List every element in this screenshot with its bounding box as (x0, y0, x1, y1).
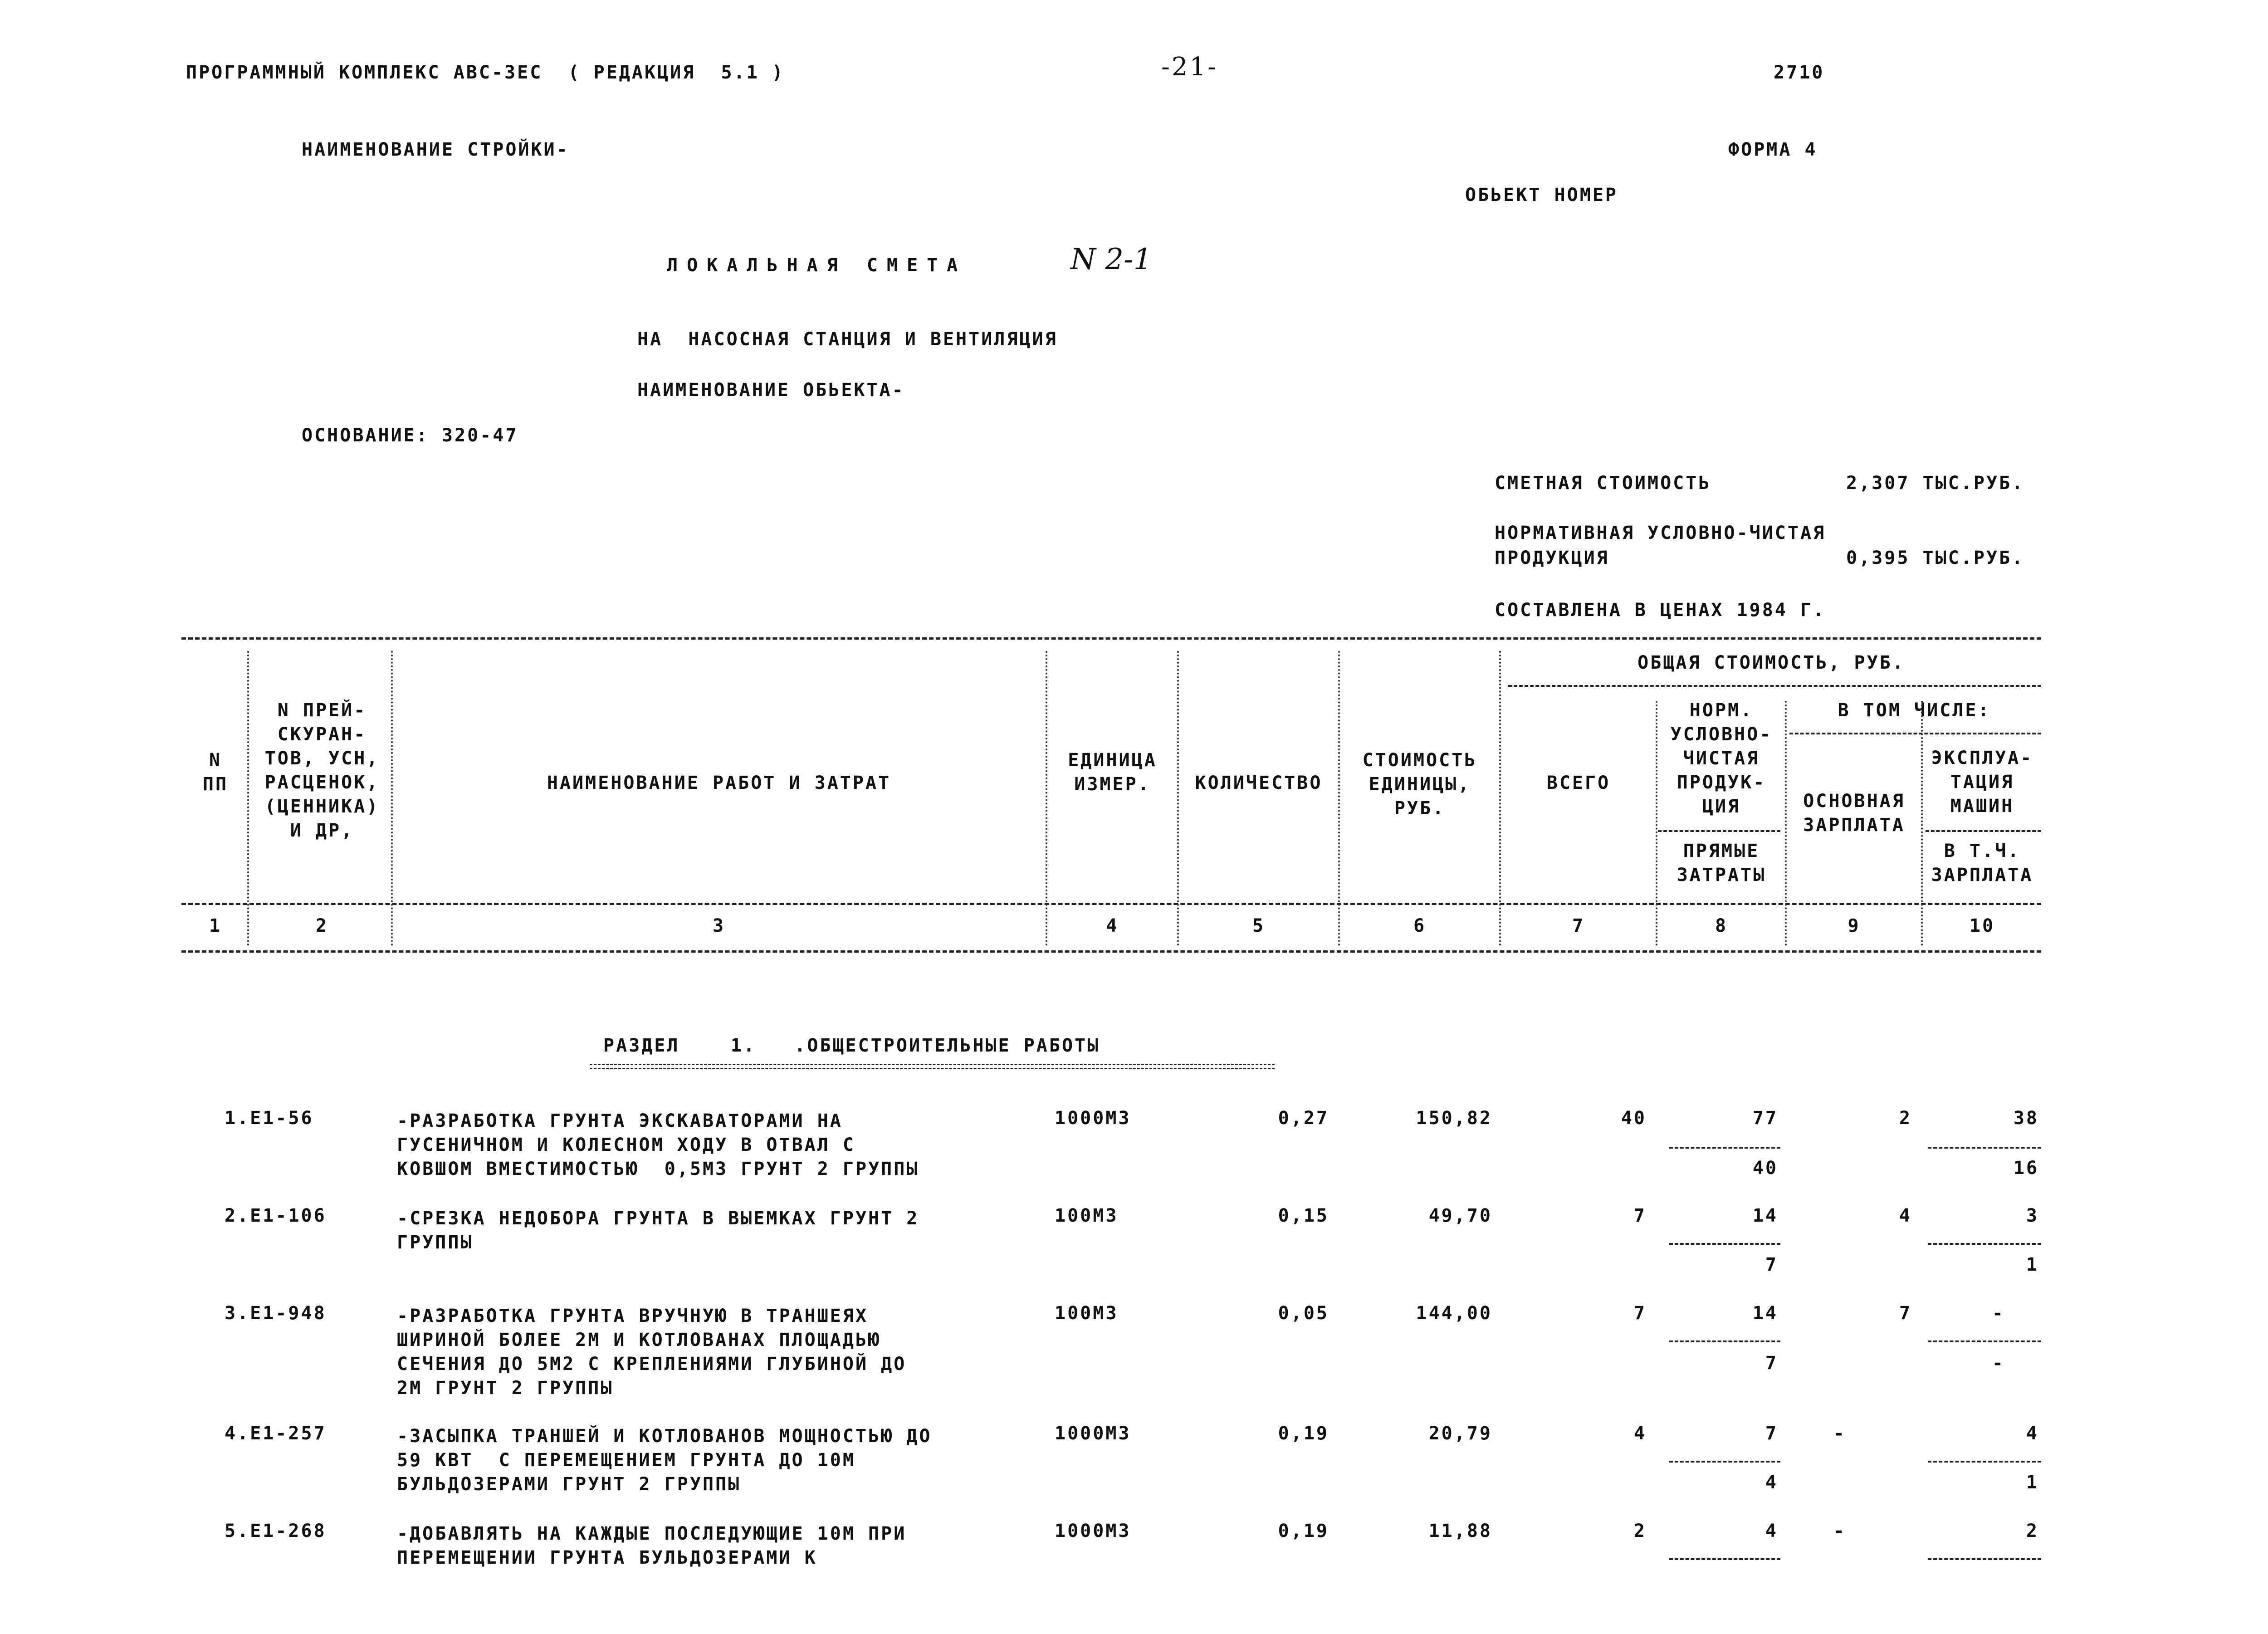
row-1-c8-top: 77 (1752, 1108, 1778, 1129)
row-4-c9: - (1833, 1423, 1846, 1444)
col-number-3: 3 (712, 915, 726, 936)
row-1-description: -РАЗРАБОТКА ГРУНТА ЭКСКАВАТОРАМИ НА ГУСЕНИЧНОМ И КОЛЕСНОМ ХОДУ В ОТВАЛ С КОВШОМ ВМЕСТИМОСТЬЮ 0,5М3 ГРУНТ 2 ГРУППЫ (397, 1111, 919, 1179)
page-number: -21- (1161, 52, 1218, 82)
col-divider-1 (247, 651, 249, 946)
col-divider-5 (1338, 651, 1340, 946)
construction-name-label: НАИМЕНОВАНИЕ СТРОЙКИ- (302, 139, 569, 160)
total-cost-rule (1508, 685, 2041, 687)
row-5-code: 5.Е1-268 (225, 1521, 327, 1541)
row-1-c10-top: 38 (2013, 1108, 2039, 1129)
basis-line: ОСНОВАНИЕ: 320-47 (302, 425, 518, 446)
header-col-8-top: НОРМ. УСЛОВНО- ЧИСТАЯ ПРОДУК- ЦИЯ (1670, 700, 1773, 817)
program-title: ПРОГРАММНЫЙ КОМПЛЕКС АВС-ЗЕС ( РЕДАКЦИЯ 5.1 ) (186, 62, 785, 83)
row-2-c10-top: 3 (2026, 1205, 2039, 1226)
header-col-5: КОЛИЧЕСТВО (1195, 773, 1323, 793)
header-col-8-bottom: ПРЯМЫЕ ЗАТРАТЫ (1677, 841, 1766, 885)
object-number-label: ОБЬЕКТ НОМЕР (1465, 185, 1618, 205)
row-5-c10-top: 2 (2026, 1521, 2039, 1541)
header-col-6: СТОИМОСТЬ ЕДИНИЦЫ, РУБ. (1362, 750, 1477, 819)
row-3-unit: 100М3 (1055, 1303, 1119, 1324)
header-incl: В ТОМ ЧИСЛЕ: (1838, 700, 1991, 721)
c8-sub-rule (1658, 830, 1780, 832)
col-divider-7 (1656, 701, 1657, 946)
row-4-c8-top: 7 (1765, 1423, 1778, 1444)
col-number-1: 1 (209, 915, 222, 936)
row-2-c8-top: 14 (1752, 1205, 1778, 1226)
header-col-3: НАИМЕНОВАНИЕ РАБОТ И ЗАТРАТ (547, 773, 891, 793)
row-2-description: -СРЕЗКА НЕДОБОРА ГРУНТА В ВЫЕМКАХ ГРУНТ 2 ГРУППЫ (397, 1208, 919, 1253)
row-3-total: 7 (1633, 1303, 1647, 1324)
row-4-description: -ЗАСЫПКА ТРАНШЕЙ И КОТЛОВАНОВ МОЩНОСТЬЮ ДО 59 КВТ С ПЕРЕМЕЩЕНИЕМ ГРУНТА ДО 10М БУЛЬДОЗЕРАМИ ГРУНТ 2 ГРУППЫ (397, 1426, 932, 1495)
row-3-c10-rule (1928, 1340, 2041, 1342)
number-row-rule (181, 950, 2041, 953)
col-number-7: 7 (1572, 915, 1585, 936)
row-2-c10-rule (1928, 1243, 2041, 1245)
row-1-code: 1.Е1-56 (225, 1108, 314, 1129)
row-4-c8-bottom: 4 (1765, 1472, 1778, 1493)
row-1-c8-bottom: 40 (1752, 1158, 1778, 1179)
row-1-c10-bottom: 16 (2013, 1158, 2039, 1179)
row-1-quantity: 0,27 (1278, 1108, 1329, 1129)
row-3-c8-top: 14 (1752, 1303, 1778, 1324)
col-number-4: 4 (1106, 915, 1119, 936)
row-2-c8-bottom: 7 (1765, 1254, 1778, 1275)
header-col-7: ВСЕГО (1546, 773, 1611, 793)
header-col-10-bottom: В Т.Ч. ЗАРПЛАТА (1931, 841, 2033, 885)
handwritten-estimate-number: N 2-1 (1070, 243, 1152, 276)
row-5-c8-top: 4 (1765, 1521, 1778, 1541)
row-5-quantity: 0,19 (1278, 1521, 1329, 1541)
header-total-cost: ОБЩАЯ СТОИМОСТЬ, РУБ. (1637, 652, 1905, 673)
header-col-2: N ПРЕЙ- СКУРАН- ТОВ, УСН, РАСЦЕНОК, (ЦЕННИКА) И ДР, (264, 700, 380, 841)
header-col-1: N ПП (202, 750, 229, 795)
normative-label-line-1: НОРМАТИВНАЯ УСЛОВНО-ЧИСТАЯ (1495, 523, 1826, 543)
col-divider-9 (1921, 701, 1923, 946)
row-1-total: 40 (1621, 1108, 1647, 1129)
row-3-unit-cost: 144,00 (1416, 1303, 1492, 1324)
normative-value: 0,395 ТЫС.РУБ. (1846, 548, 2025, 568)
section-underline (590, 1064, 1275, 1069)
row-1-c10-rule (1928, 1147, 2041, 1149)
col-divider-8 (1785, 701, 1787, 946)
col-number-5: 5 (1252, 915, 1266, 936)
header-col-10-top: ЭКСПЛУА- ТАЦИЯ МАШИН (1931, 748, 2033, 817)
c10-sub-rule (1926, 830, 2041, 832)
row-3-c10-top: - (1992, 1303, 2005, 1324)
header-col-4: ЕДИНИЦА ИЗМЕР. (1068, 750, 1157, 795)
section-title: РАЗДЕЛ 1. .ОБЩЕСТРОИТЕЛЬНЫЕ РАБОТЫ (603, 1035, 1100, 1056)
row-4-unit-cost: 20,79 (1428, 1423, 1492, 1444)
col-number-2: 2 (315, 915, 329, 936)
object-name-label: НАИМЕНОВАНИЕ ОБЬЕКТА- (637, 380, 905, 401)
form-label: ФОРМА 4 (1728, 139, 1818, 160)
row-1-unit-cost: 150,82 (1416, 1108, 1492, 1129)
row-3-c8-rule (1669, 1340, 1780, 1342)
row-3-c10-bottom: - (1992, 1353, 2005, 1374)
row-2-c8-rule (1669, 1243, 1780, 1245)
row-2-code: 2.Е1-106 (225, 1205, 327, 1226)
row-2-total: 7 (1633, 1205, 1647, 1226)
normative-label-line-2: ПРОДУКЦИЯ (1495, 548, 1609, 568)
row-3-c8-bottom: 7 (1765, 1353, 1778, 1374)
col-divider-4 (1177, 651, 1179, 946)
row-4-c8-rule (1669, 1461, 1780, 1463)
row-5-c9: - (1833, 1521, 1846, 1541)
col-divider-3 (1046, 651, 1047, 946)
row-4-total: 4 (1633, 1423, 1647, 1444)
col-number-10: 10 (1969, 915, 1995, 936)
col-number-6: 6 (1413, 915, 1427, 936)
price-basis: СОСТАВЛЕНА В ЦЕНАХ 1984 Г. (1495, 600, 1826, 621)
row-5-c8-rule (1669, 1558, 1780, 1560)
row-1-c9: 2 (1899, 1108, 1912, 1129)
row-5-unit: 1000М3 (1055, 1521, 1131, 1541)
row-5-description: -ДОБАВЛЯТЬ НА КАЖДЫЕ ПОСЛЕДУЮЩИЕ 10М ПРИ ПЕРЕМЕЩЕНИИ ГРУНТА БУЛЬДОЗЕРАМИ К (397, 1523, 907, 1568)
row-4-quantity: 0,19 (1278, 1423, 1329, 1444)
row-1-c8-rule (1669, 1147, 1780, 1149)
row-5-total: 2 (1633, 1521, 1647, 1541)
row-3-description: -РАЗРАБОТКА ГРУНТА ВРУЧНУЮ В ТРАНШЕЯХ ШИРИНОЙ БОЛЕЕ 2М И КОТЛОВАНАХ ПЛОЩАДЬЮ СЕЧЕНИЯ ДО 5М2 С КРЕПЛЕНИЯМИ ГЛУБИНОЙ ДО 2М ГРУНТ 2 ГРУППЫ (397, 1306, 907, 1399)
estimated-cost-label: СМЕТНАЯ СТОИМОСТЬ (1495, 473, 1711, 494)
table-top-rule (181, 637, 2041, 640)
row-5-unit-cost: 11,88 (1428, 1521, 1492, 1541)
row-2-c10-bottom: 1 (2026, 1254, 2039, 1275)
row-4-c10-bottom: 1 (2026, 1472, 2039, 1493)
header-bottom-rule (181, 903, 2041, 905)
row-2-quantity: 0,15 (1278, 1205, 1329, 1226)
row-4-unit: 1000М3 (1055, 1423, 1131, 1444)
row-3-quantity: 0,05 (1278, 1303, 1329, 1324)
incl-rule (1789, 733, 2041, 734)
row-2-unit: 100М3 (1055, 1205, 1119, 1226)
col-divider-6 (1499, 651, 1501, 946)
row-5-c10-rule (1928, 1558, 2041, 1560)
document-code: 2710 (1774, 62, 1825, 83)
row-3-c9: 7 (1899, 1303, 1912, 1324)
row-4-code: 4.Е1-257 (225, 1423, 327, 1444)
row-3-code: 3.Е1-948 (225, 1303, 327, 1324)
col-number-8: 8 (1715, 915, 1728, 936)
estimated-cost-value: 2,307 ТЫС.РУБ. (1846, 473, 2025, 494)
col-number-9: 9 (1848, 915, 1861, 936)
row-2-c9: 4 (1899, 1205, 1912, 1226)
row-1-unit: 1000М3 (1055, 1108, 1131, 1129)
row-2-unit-cost: 49,70 (1428, 1205, 1492, 1226)
row-4-c10-rule (1928, 1461, 2041, 1463)
object-for-line: НА НАСОСНАЯ СТАНЦИЯ И ВЕНТИЛЯЦИЯ (637, 329, 1058, 350)
document-title: ЛОКАЛЬНАЯ СМЕТА (667, 255, 967, 276)
header-col-9: ОСНОВНАЯ ЗАРПЛАТА (1803, 791, 1905, 836)
row-4-c10-top: 4 (2026, 1423, 2039, 1444)
